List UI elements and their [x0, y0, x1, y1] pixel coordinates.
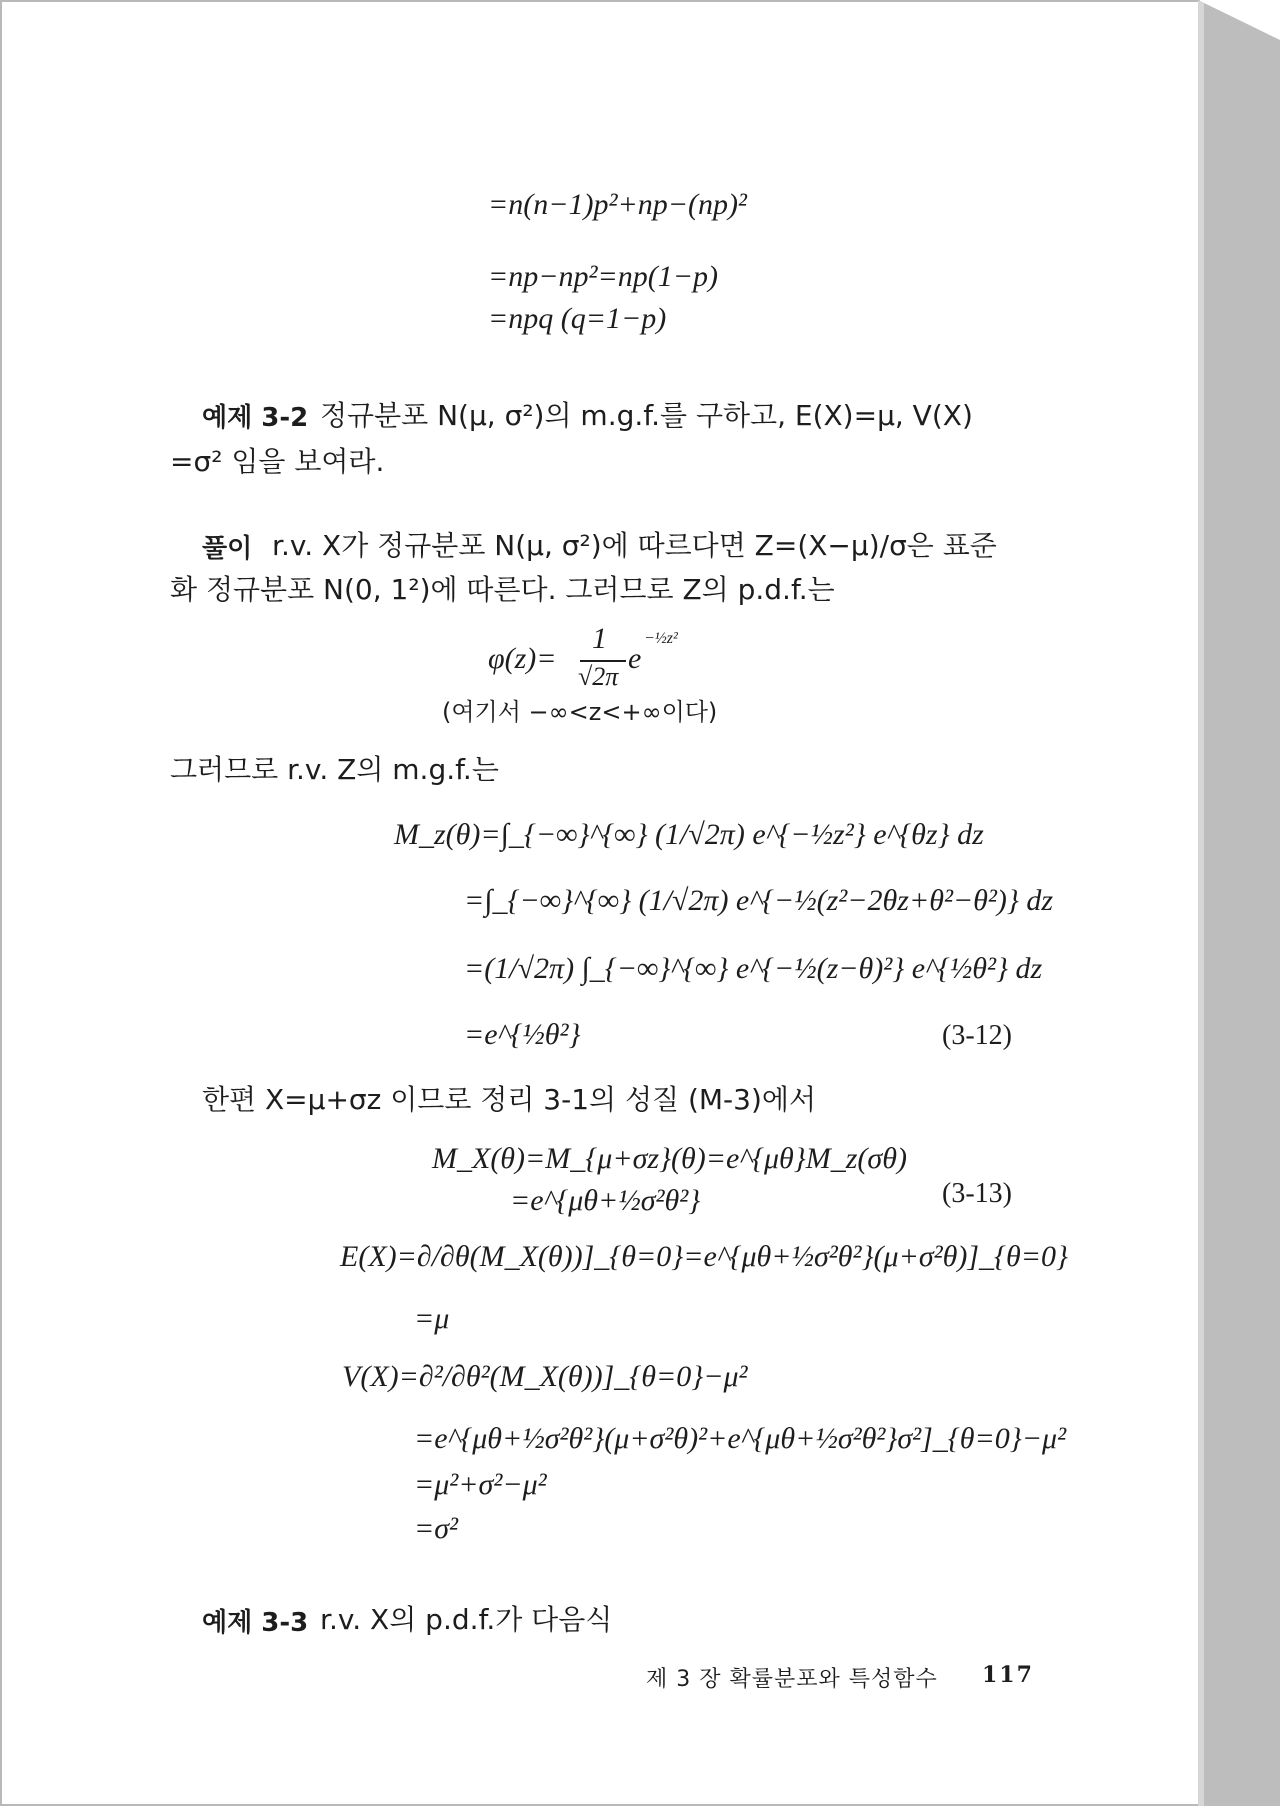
- solution-label: 풀이: [202, 534, 253, 564]
- derivation-line-1: =n(n−1)p²+np−(np)²: [488, 188, 747, 221]
- variance-line-3: =μ²+σ²−μ²: [414, 1468, 547, 1501]
- pdf-exp-base: e: [628, 642, 642, 675]
- eq-number-3-12: (3-12): [942, 1020, 1012, 1051]
- pdf-exponent: −½z²: [644, 630, 678, 647]
- page-number: 117: [982, 1662, 1034, 1688]
- example-3-2-line-2: =σ² 임을 보여라.: [170, 445, 385, 478]
- pdf-numerator: 1: [592, 622, 607, 655]
- mgf-line-1: M_z(θ)=∫_{−∞}^{∞} (1/√2π) e^{−½z²} e^{θz} dz: [394, 818, 984, 851]
- pdf-denominator: √2π: [578, 662, 619, 691]
- mx-line-1: M_X(θ)=M_{μ+σz}(θ)=e^{μθ}M_z(σθ): [432, 1142, 907, 1175]
- derivation-line-3: =npq (q=1−p): [488, 302, 667, 335]
- footer-chapter: 제 3 장 확률분포와 특성함수: [646, 1667, 938, 1692]
- solution-line-1: r.v. X가 정규분포 N(μ, σ²)에 따르다면 Z=(X−μ)/σ은 표준: [272, 529, 997, 562]
- pdf-range-note: (여기서 −∞<z<+∞이다): [442, 698, 718, 726]
- derivation-line-2: =np−np²=np(1−p): [488, 260, 718, 293]
- variance-line-4: =σ²: [414, 1512, 459, 1545]
- example-3-2-line-1: 정규분포 N(μ, σ²)의 m.g.f.를 구하고, E(X)=μ, V(X): [320, 399, 973, 432]
- mx-line-2: =e^{μθ+½σ²θ²}: [510, 1184, 701, 1217]
- mgf-intro: 그러므로 r.v. Z의 m.g.f.는: [170, 753, 499, 786]
- mgf-line-3: =(1/√2π) ∫_{−∞}^{∞} e^{−½(z−θ)²} e^{½θ²} dz: [464, 952, 1043, 985]
- mgf-line-4: =e^{½θ²}: [464, 1018, 581, 1051]
- example-3-2-label: 예제 3-2: [202, 403, 309, 433]
- hanpyeon-line: 한편 X=μ+σz 이므로 정리 3-1의 성질 (M-3)에서: [202, 1083, 816, 1116]
- variance-line-1: V(X)=∂²/∂θ²(M_X(θ))]_{θ=0}−μ²: [342, 1360, 748, 1393]
- variance-line-2: =e^{μθ+½σ²θ²}(μ+σ²θ)²+e^{μθ+½σ²θ²}σ²]_{θ=0}−μ²: [414, 1422, 1067, 1455]
- mgf-line-2: =∫_{−∞}^{∞} (1/√2π) e^{−½(z²−2θz+θ²−θ²)} dz: [464, 884, 1054, 917]
- expectation-line-2: =μ: [414, 1302, 450, 1335]
- page-edge-shadow: [1198, 0, 1280, 1806]
- solution-line-2: 화 정규분포 N(0, 1²)에 따른다. 그러므로 Z의 p.d.f.는: [170, 573, 835, 606]
- example-3-3-text: r.v. X의 p.d.f.가 다음식: [320, 1603, 613, 1636]
- pdf-lhs: φ(z)=: [488, 642, 557, 675]
- expectation-line-1: E(X)=∂/∂θ(M_X(θ))]_{θ=0}=e^{μθ+½σ²θ²}(μ+σ²θ)]_{θ=0}: [340, 1240, 1068, 1273]
- page-content: [2, 2, 1202, 1808]
- example-3-3-label: 예제 3-3: [202, 1608, 309, 1638]
- eq-number-3-13: (3-13): [942, 1178, 1012, 1209]
